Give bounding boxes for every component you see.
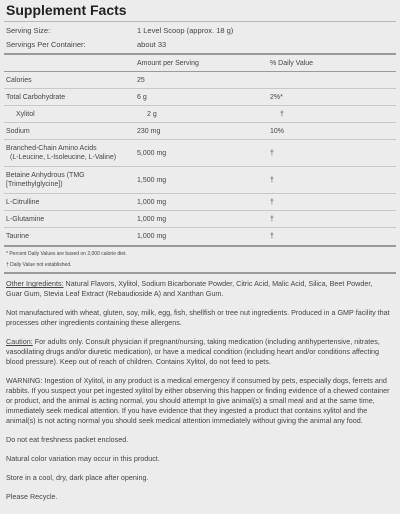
fact-subname: [Trimethylglycine]) — [6, 181, 63, 188]
panel-title: Supplement Facts — [6, 2, 127, 18]
fact-row — [4, 123, 396, 140]
fact-amount: 230 mg — [137, 127, 161, 135]
manufacturing-note: Not manufactured with wheat, gluten, soy, milk, egg, fish, shellfish or tree nut ingredients. Produced in a GMP facility that processes other ingredients containing these allergens. — [6, 308, 390, 327]
serving-size-row — [4, 22, 396, 37]
fact-name: Xylitol — [16, 110, 35, 118]
warning — [6, 376, 396, 426]
fact-name: L-Citrulline — [6, 198, 40, 206]
daily-value-header: % Daily Value — [270, 60, 314, 67]
color-note: Natural color variation may occur in this product. — [6, 454, 160, 463]
other-ingredients — [6, 279, 396, 299]
fact-row — [4, 89, 396, 106]
footnotes — [4, 245, 396, 272]
fact-dv: † — [270, 176, 274, 184]
servings-per-container-row — [4, 37, 396, 53]
caution — [6, 337, 396, 367]
serving-size-label: Serving Size: — [6, 26, 51, 35]
fact-name: Total Carbohydrate — [6, 93, 66, 101]
fact-name: Sodium — [6, 127, 30, 135]
fact-row — [4, 194, 396, 211]
fact-name: L-Glutamine — [6, 215, 45, 223]
fact-row — [4, 72, 396, 89]
fact-subname: (L-Leucine, L-Isoleucine, L-Valine) — [10, 154, 117, 161]
servings-per-container-value: about 33 — [137, 40, 167, 49]
facts-table — [4, 72, 396, 245]
fact-row — [4, 167, 396, 194]
fact-dv: † — [270, 149, 274, 157]
fact-dv: 2%* — [270, 93, 283, 101]
amount-header: Amount per Serving — [137, 60, 199, 67]
fact-row — [4, 211, 396, 228]
fact-dv: † — [270, 233, 274, 240]
storage-note: Store in a cool, dry, dark place after opening. — [6, 473, 149, 482]
fact-dv: 10% — [270, 127, 285, 135]
fact-dv: † — [280, 110, 284, 118]
serving-size-value: 1 Level Scoop (approx. 18 g) — [137, 26, 234, 35]
warning-label: WARNING: — [6, 376, 43, 385]
fact-amount: 2 g — [147, 110, 157, 118]
other-ingredients-text: Natural Flavors, Xylitol, Sodium Bicarbonate Powder, Citric Acid, Malic Acid, Silica, Beet Powder, Guar Gum, Stevia Leaf Extract (Rebaudioside A) and Xanthan Gum. — [6, 279, 373, 298]
fact-name: Taurine — [6, 233, 29, 240]
fact-name: Branched-Chain Amino Acids — [6, 145, 97, 152]
warning-text: Ingestion of Xylitol, in any product is a medical emergency if consumed by pets, especially dogs, ferrets and rabbits. If you suspect your pet ingested xylitol by either observing this happen or finding evidence of a chewed container or product, and the animal is acting normal, you should attempt to give animal(s) a small meal and at the same time, immediately seek medical attention. If you have evidence that they ingested a product that contains xylitol and the animal(s) is not acting normal you should seek medical attention immediately without giving the animal any food. — [6, 376, 390, 425]
fact-row — [4, 106, 396, 123]
fact-name: Betaine Anhydrous (TMG — [6, 172, 85, 179]
fact-dv: † — [270, 215, 274, 223]
packet-note: Do not eat freshness packet enclosed. — [6, 435, 129, 444]
fact-dv: † — [270, 198, 274, 206]
fact-amount: 1,000 mg — [137, 233, 167, 240]
caution-label: Caution: — [6, 337, 33, 346]
recycle-note: Please Recycle. — [6, 492, 58, 501]
caution-text: For adults only. Consult physician if pregnant/nursing, taking medication (including antihypertensive, nitrates, vasodilating drugs and/or diuretic medication), or have a medical condition (including heart and/or conditions affecting blood pressure). Keep out of reach of children. Contains Xylitol, do not feed to pets. — [6, 337, 380, 366]
fact-amount: 1,000 mg — [137, 215, 167, 223]
fact-amount: 1,000 mg — [137, 198, 167, 206]
fact-amount: 25 — [137, 76, 145, 84]
facts-header-row — [4, 53, 396, 72]
fact-row — [4, 140, 396, 167]
footnote-dagger: † Daily Value not established. — [6, 262, 72, 268]
fact-amount: 1,500 mg — [137, 176, 167, 184]
other-ingredients-label: Other Ingredients: — [6, 279, 64, 288]
fact-amount: 6 g — [137, 93, 147, 101]
servings-per-container-label: Servings Per Container: — [6, 40, 86, 49]
fact-row — [4, 228, 396, 245]
fact-amount: 5,000 mg — [137, 149, 167, 157]
fact-name: Calories — [6, 76, 32, 84]
footnote-dv: * Percent Daily Values are based on 2,000 calorie diet. — [6, 251, 127, 257]
